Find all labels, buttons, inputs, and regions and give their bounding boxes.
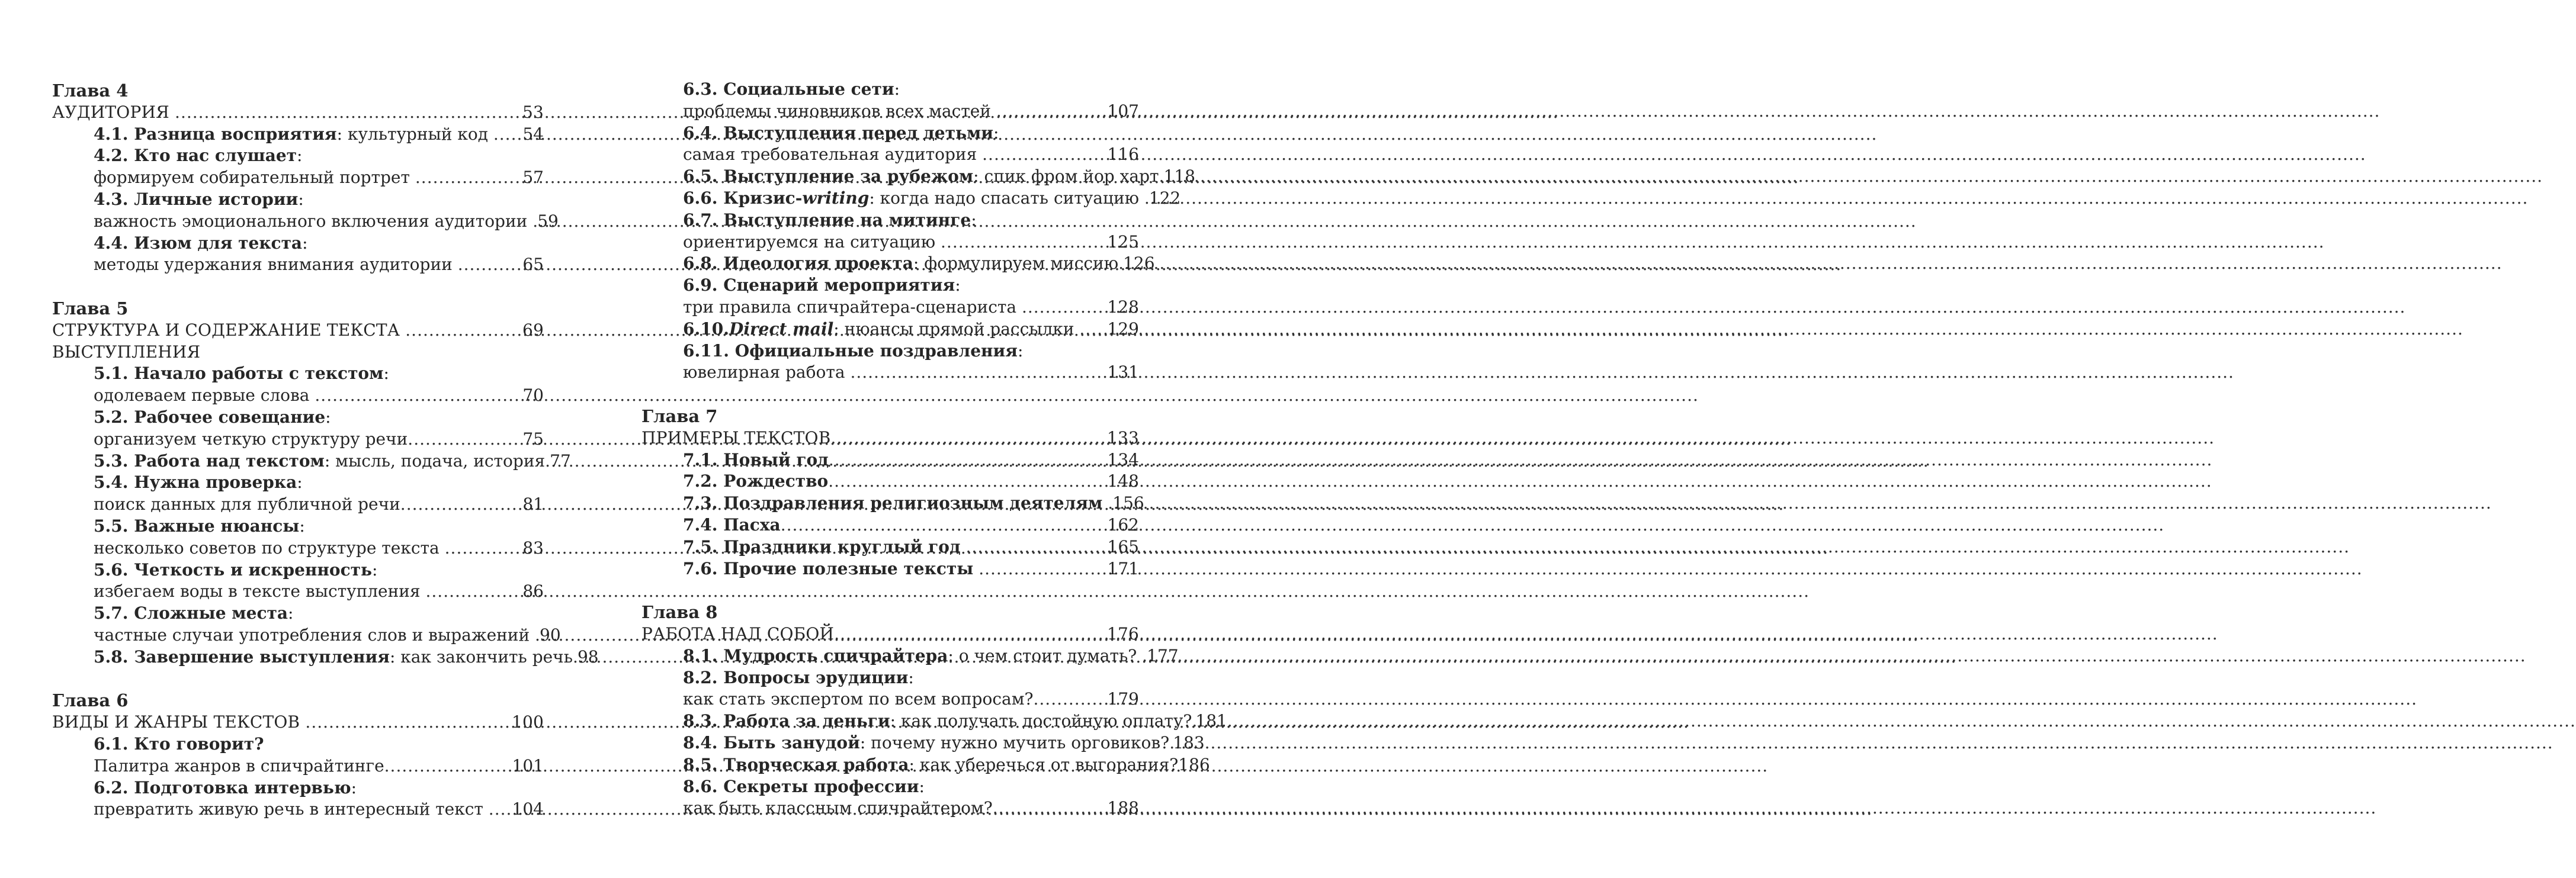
entry-subtitle: : когда надо спасать ситуацию [869,188,1139,208]
page-number: 179 [1107,689,1139,709]
entry-title: 8.4. Быть занудой [683,732,860,752]
toc-entry-8-2-sub[interactable] [641,689,1139,710]
page-number: 183 [1173,732,1205,752]
section-gap [52,668,544,690]
entry-title-italic: Direct mail [729,319,834,339]
entry-title: 8.1. Мудрость спичрайтера [683,645,948,665]
toc-entry-5-5-sub[interactable] [52,538,544,559]
dot-leader [1159,166,1164,188]
entry-title: 6.10. [683,319,729,339]
dot-leader [1144,188,1149,210]
entry-title: 8.5. Творческая работа [683,754,909,774]
toc-entry-4-4[interactable] [52,233,544,255]
entry-colon: : [894,79,900,99]
page-number: 65 [522,255,544,275]
chapter-title: АУДИТОРИЯ [52,102,169,122]
entry-subtitle: важность эмоционального включения аудитории [94,211,528,231]
entry-title: 6.11. Официальные поздравления [683,340,1018,361]
toc-entry-8-1[interactable] [641,645,1179,667]
dot-leader [573,647,578,668]
entry-subtitle: : нюансы прямой рассылки [833,319,1074,339]
entry-title: 7.4. Пасха [683,514,781,535]
toc-entry-6-11-sub[interactable] [683,362,1139,384]
page-number: 70 [522,385,544,406]
dot-leader [1034,689,1108,710]
chapter-title: РАБОТА НАД СОБОЙ [641,623,835,644]
dot-leader [384,755,512,777]
page-number: 118 [1163,166,1195,186]
page-number: 134 [1107,449,1139,469]
chapter-5-title-row[interactable] [52,320,544,342]
toc-entry-4-1[interactable] [52,124,544,146]
dot-leader [1118,253,1123,275]
entry-subtitle: как стать экспертом по всем вопросам? [683,689,1034,709]
entry-title: 5.4. Нужна проверка [94,472,297,493]
dot-leader [489,799,512,821]
chapter-7-label: Глава 7 [641,406,718,426]
page-number: 165 [1107,536,1139,557]
page-number: 69 [522,320,544,340]
dot-leader [175,102,522,124]
entry-title: 5.1. Начало работы с текстом [94,364,384,384]
entry-title: 5.5. Важные нюансы [94,516,300,536]
page-number: 177 [1147,645,1179,665]
entry-title: 6.4. Выступления перед детьми [683,123,994,143]
toc-entry-4-4-sub[interactable] [52,254,544,276]
entry-title: 6.3. Социальные сети [683,79,894,99]
dot-leader [982,144,1107,166]
entry-colon: : [908,667,914,687]
section-gap [641,384,1139,406]
entry-subtitle: несколько советов по структуре текста [94,538,440,558]
entry-subtitle: превратить живую речь в интересный текст [94,799,483,819]
toc-entry-6-1[interactable] [52,734,544,755]
toc-entry-8-6[interactable] [641,776,1139,798]
chapter-title: ПРИМЕРЫ ТЕКСТОВ [641,427,831,448]
entry-subtitle: : как получать достойную оплату? [890,711,1192,731]
dot-leader [405,320,522,342]
page-number: 101 [512,755,544,776]
page-number: 86 [522,581,544,602]
toc-entry-5-1-sub[interactable] [52,385,544,407]
page-number: 186 [1178,754,1210,774]
toc-entry-8-3[interactable] [641,710,1227,732]
section-gap [52,276,544,298]
entry-colon: : [325,407,331,427]
toc-entry-5-6[interactable] [52,559,544,581]
page-number: 171 [1107,558,1139,578]
dot-leader [545,451,550,472]
page-number: 104 [512,799,544,819]
entry-colon: : [955,275,961,295]
toc-entry-6-1-sub[interactable] [52,755,544,777]
dot-leader [781,514,1108,536]
entry-subtitle: : о чем стоит думать? [948,645,1137,665]
entry-title: 7.6. Прочие полезные тексты [683,558,974,578]
chapter-4-title-row[interactable] [52,102,544,124]
page-number: 116 [1107,144,1139,165]
page-number: 90 [540,625,561,645]
page-number: 107 [1107,101,1139,121]
entry-colon: : [297,146,303,166]
page-number: 128 [1107,297,1139,317]
section-gap [641,580,1139,602]
dot-leader [996,101,1108,123]
entry-subtitle: самая требовательная аудитория [683,144,977,165]
toc-entry-5-3[interactable] [52,451,571,472]
page-number: 176 [1106,623,1139,644]
chapter-title: СТРУКТУРА И СОДЕРЖАНИЕ ТЕКСТА [52,320,400,340]
toc-entry-6-2[interactable] [52,777,544,799]
dot-leader [828,471,1107,493]
chapter-8-label: Глава 8 [641,602,718,623]
dot-leader [941,231,1108,253]
toc-entry-6-6[interactable] [683,188,1181,210]
entry-subtitle: : культурный код [336,124,488,144]
entry-title: 5.2. Рабочее совещание [94,407,326,427]
page-number: 100 [511,712,544,732]
toc-entry-6-11[interactable] [683,340,1139,362]
chapter-7-title-row[interactable] [641,427,1139,449]
toc-entry-8-6-sub[interactable] [641,797,1139,819]
entry-title: 8.6. Секреты профессии [683,776,919,796]
entry-subtitle: : как уберечься от выгорания? [909,754,1179,774]
entry-colon: : [919,776,925,796]
page-number: 129 [1107,319,1139,339]
entry-title: 4.2. Кто нас слушает [94,146,297,166]
dot-leader [979,558,1107,580]
toc-entry-6-4-sub[interactable] [683,144,1139,166]
entry-title: 7.3. Поздравления религиозным деятелям [683,493,1103,513]
entry-title: 8.2. Вопросы эрудиции [683,667,909,687]
toc-entry-5-1[interactable] [52,363,544,385]
toc-right-column [641,79,1227,819]
entry-subtitle: ювелирная работа [683,362,845,382]
entry-subtitle: : мысль, подача, история [324,451,546,471]
dot-leader [535,625,540,647]
chapter-4-label: Глава 4 [52,81,129,101]
page-number: 81 [522,494,544,514]
entry-subtitle: как быть классным спичрайтером? [683,798,993,818]
dot-leader [458,254,523,276]
entry-subtitle: : почему нужно мучить орговиков? [859,732,1170,752]
toc-entry-7-3[interactable] [641,493,1144,514]
entry-colon: : [288,603,294,623]
entry-title: 6.7. Выступление на митинге [683,210,971,230]
dot-leader [1022,297,1108,319]
page-number: 83 [522,538,544,558]
page-number: 77 [550,451,571,471]
entry-subtitle: : формулируем миссию [913,253,1119,274]
entry-title: 4.1. Разница восприятия [94,124,337,144]
entry-title: 5.6. Четкость и искренность [94,559,372,580]
entry-title: 6.1. Кто говорит? [94,734,264,754]
page-number: 126 [1123,253,1155,274]
toc-entry-4-3-sub[interactable] [52,211,559,233]
toc-entry-6-10[interactable] [683,319,1139,340]
toc-entry-6-3-sub[interactable] [683,101,1139,123]
dot-leader [1108,493,1112,514]
toc-entry-5-4-sub[interactable] [52,494,544,516]
dot-leader [1079,319,1107,340]
dot-leader [831,427,1107,449]
toc-entry-5-6-sub[interactable] [52,581,544,603]
dot-leader [834,623,1107,645]
toc-entry-4-2-sub[interactable] [52,167,544,189]
entry-subtitle: ориентируемся на ситуацию [683,231,936,252]
entry-colon: : [298,189,304,209]
toc-entry-7-6[interactable] [641,558,1139,580]
entry-subtitle: : как закончить речь [389,647,573,667]
entry-title: 4.4. Изюм для текста [94,233,303,253]
page-number: 57 [522,168,544,188]
page-number: 122 [1149,188,1181,208]
entry-subtitle: методы удержания внимания аудитории [94,255,453,275]
page-number: 75 [522,429,544,449]
entry-title: 8.3. Работа за деньги [683,711,890,731]
entry-colon: : [299,516,305,536]
dot-leader [305,712,512,734]
entry-colon: : [1017,340,1024,361]
toc-entry-6-4[interactable] [683,123,1139,144]
chapter-title-continued: ВЫСТУПЛЕНИЯ [52,342,201,362]
toc-entry-7-4[interactable] [641,514,1139,536]
entry-subtitle: формируем собирательный портрет [94,168,410,188]
dot-leader [408,429,522,451]
dot-leader [850,362,1107,384]
entry-colon: : [971,210,977,230]
entry-title: 6.6. Кризис- [683,188,803,208]
dot-leader [966,536,1108,558]
toc-entry-6-7[interactable] [683,210,1139,231]
entry-title: 5.8. Завершение выступления [94,647,390,667]
entry-subtitle: три правила спичрайтера-сценариста [683,297,1017,317]
entry-title: 6.9. Сценарий мероприятия [683,275,955,295]
toc-entry-5-2-sub[interactable] [52,429,544,451]
dot-leader [829,449,1108,471]
chapter-6-title-row[interactable] [52,712,544,734]
entry-colon: : [372,559,378,580]
toc-entry-8-4[interactable] [641,732,1205,754]
page-number: 131 [1107,362,1139,382]
toc-entry-5-8[interactable] [52,647,599,668]
page-number: 188 [1107,798,1139,818]
toc-entry-6-9-sub[interactable] [683,297,1139,319]
page-number: 53 [522,102,544,122]
dot-leader [415,167,522,189]
chapter-title: ВИДЫ И ЖАНРЫ ТЕКСТОВ [52,712,300,732]
entry-colon: : [302,233,308,253]
toc-entry-5-2[interactable] [52,407,544,429]
page-number: 59 [537,211,559,231]
toc-entry-8-2[interactable] [641,667,1139,689]
entry-title: 7.1. Новый год [683,449,829,469]
chapter-8-title-row[interactable] [641,623,1139,645]
dot-leader [315,385,522,407]
page-number: 181 [1195,711,1227,731]
entry-title: 6.2. Подготовка интервью [94,777,351,797]
entry-title: 7.2. Рождество [683,471,829,491]
entry-title: 5.7. Сложные места [94,603,288,623]
toc-entry-4-3[interactable] [52,189,544,211]
page-number: 98 [577,647,599,667]
chapter-5-label: Глава 5 [52,298,129,319]
toc-entry-4-2[interactable] [52,145,544,167]
entry-subtitle: поиск данных для публичной речи [94,494,400,514]
entry-title: 6.8. Идеология проекта [683,253,913,274]
entry-subtitle: одолеваем первые слова [94,385,310,406]
entry-title: 6.5. Выступление за рубежом [683,166,974,186]
page-number: 156 [1112,493,1144,513]
toc-entry-7-2[interactable] [641,471,1139,493]
toc-entry-5-7[interactable] [52,603,544,625]
entry-subtitle: : спик фром йор харт [973,166,1159,186]
page-number: 125 [1107,231,1139,252]
toc-entry-6-3[interactable] [683,79,1139,101]
toc-left-column [52,80,599,821]
dot-leader [993,797,1108,819]
dot-leader [445,538,523,559]
entry-title: 7.5. Праздники круглый год [683,536,961,557]
entry-title: 5.3. Работа над текстом [94,451,325,471]
entry-title-italic: writing [802,188,870,208]
entry-subtitle: организуем четкую структуру речи [94,429,408,449]
entry-colon: : [297,472,303,493]
entry-colon: : [383,364,389,384]
toc-entry-6-2-sub[interactable] [52,799,544,821]
page-number: 54 [522,124,544,144]
toc-entry-6-8[interactable] [683,253,1155,275]
page-number: 148 [1107,471,1139,491]
toc-entry-6-5[interactable] [683,166,1195,188]
page-number: 162 [1107,514,1139,535]
chapter-5-title-row-2 [52,342,544,364]
toc-entry-6-7-sub[interactable] [683,231,1139,253]
entry-colon: : [351,777,357,797]
entry-title: 4.3. Личные истории [94,189,299,209]
dot-leader [1142,645,1147,667]
entry-subtitle: частные случаи употребления слов и выражений [94,625,530,645]
toc-entry-5-7-sub[interactable] [52,625,561,647]
toc-entry-7-5[interactable] [641,536,1139,558]
toc-entry-5-5[interactable] [52,516,544,538]
toc-entry-6-9[interactable] [683,275,1139,297]
entry-subtitle: проблемы чиновников всех мастей [683,101,992,121]
toc-entry-5-4[interactable] [52,472,544,494]
dot-leader [400,494,523,516]
entry-colon: : [993,123,999,143]
dot-leader [426,581,523,603]
page-number: 133 [1106,427,1139,448]
entry-subtitle: Палитра жанров в спичрайтинге [94,755,384,776]
chapter-6-label: Глава 6 [52,690,129,711]
toc-entry-8-5[interactable] [641,754,1210,776]
dot-leader [532,211,537,233]
toc-entry-7-1[interactable] [641,449,1139,471]
dot-leader [493,124,522,146]
entry-subtitle: избегаем воды в тексте выступления [94,581,421,602]
